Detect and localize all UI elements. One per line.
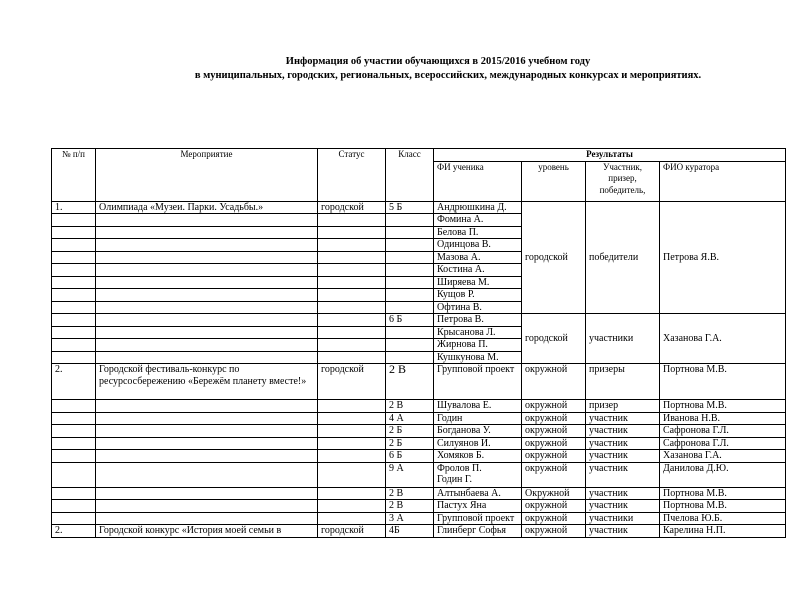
header-results: Результаты	[434, 149, 786, 162]
header-student: ФИ ученика	[434, 161, 522, 201]
student-name: Ширяева М.	[434, 276, 522, 289]
table-row	[52, 462, 786, 487]
student-name: Жирнова П.	[434, 339, 522, 352]
curator-cell: Хазанова Г.А.	[660, 314, 786, 364]
result-cell: участник	[586, 425, 660, 438]
curator-cell: Сафронова Г.Л.	[660, 425, 786, 438]
student-name: Глинберг Софья	[434, 525, 522, 538]
student-name: Петрова В.	[434, 314, 522, 327]
result-cell: участник	[586, 500, 660, 513]
student-name: Костина А.	[434, 264, 522, 277]
event-class: 5 Б	[386, 201, 434, 214]
header-class: Класс	[386, 149, 434, 202]
student-name: Фролов П.	[437, 462, 482, 474]
curator-cell: Портнова М.В.	[660, 487, 786, 500]
event-title: Городской конкурс «История моей семьи в	[96, 525, 318, 538]
student-name: Шувалова Е.	[434, 400, 522, 413]
curator-cell: Иванова Н.В.	[660, 412, 786, 425]
student-name: Алтынбаева А.	[434, 487, 522, 500]
curator-cell: Портнова М.В.	[660, 500, 786, 513]
student-name: Годин	[434, 412, 522, 425]
student-name: Групповой проект	[434, 512, 522, 525]
level-cell: городской	[522, 201, 586, 314]
result-cell: призер	[586, 400, 660, 413]
header-participant: Участник, призер, победитель,	[586, 161, 660, 201]
student-name: Фомина А.	[434, 214, 522, 227]
level-cell: окружной	[522, 450, 586, 463]
curator-cell: Данилова Д.Ю.	[660, 462, 786, 487]
event-class: 4 А	[386, 412, 434, 425]
student-name: Групповой проект	[434, 364, 522, 400]
level-cell: окружной	[522, 512, 586, 525]
student-name	[434, 462, 522, 487]
participation-table	[51, 148, 786, 538]
header-curator: ФИО куратора	[660, 161, 786, 201]
curator-cell: Портнова М.В.	[660, 400, 786, 413]
student-name: Кушкунова М.	[434, 351, 522, 364]
event-class: 2 Б	[386, 437, 434, 450]
event-status: городской	[318, 201, 386, 214]
result-cell: участник	[586, 487, 660, 500]
student-name: Богданова У.	[434, 425, 522, 438]
table-row	[52, 425, 786, 438]
student-name: Андрюшкина Д.	[434, 201, 522, 214]
table-row	[52, 412, 786, 425]
student-name: Силуянов И.	[434, 437, 522, 450]
curator-cell: Портнова М.В.	[660, 364, 786, 400]
table-row	[52, 487, 786, 500]
page-title-line2: в муниципальных, городских, региональных, всероссийских, международных конкурсах и мероприятиях.	[194, 70, 702, 81]
event-title: Городской фестиваль-конкурс по ресурсосбережению «Бережём планету вместе!»	[96, 364, 318, 400]
student-name: Годин Г.	[437, 474, 473, 485]
event-class: 2 В	[386, 500, 434, 513]
event-class: 2 В	[386, 487, 434, 500]
event-class: 6 Б	[386, 314, 434, 327]
student-name: Пастух Яна	[434, 500, 522, 513]
table-row	[52, 500, 786, 513]
result-cell: победители	[586, 201, 660, 314]
table-row	[52, 314, 786, 327]
result-cell: участник	[586, 462, 660, 487]
page-title-line1: Информация об участии обучающихся в 2015/2016 учебном году	[285, 56, 591, 67]
table-row	[52, 201, 786, 214]
event-num: 2.	[52, 364, 96, 400]
event-class: 3 А	[386, 512, 434, 525]
event-class: 6 Б	[386, 450, 434, 463]
event-num: 2.	[52, 525, 96, 538]
table-row	[52, 364, 786, 400]
event-class: 2 В	[386, 364, 434, 400]
level-cell: окружной	[522, 462, 586, 487]
event-class: 2 В	[386, 400, 434, 413]
table-row	[52, 400, 786, 413]
student-name: Крысанова Л.	[434, 326, 522, 339]
result-cell: участник	[586, 525, 660, 538]
level-cell: окружной	[522, 525, 586, 538]
level-cell: окружной	[522, 425, 586, 438]
level-cell: окружной	[522, 500, 586, 513]
event-class: 9 А	[386, 462, 434, 487]
student-name: Кущов Р.	[434, 289, 522, 302]
table-row	[52, 437, 786, 450]
event-status: городской	[318, 364, 386, 400]
student-name: Белова П.	[434, 226, 522, 239]
event-class: 2 Б	[386, 425, 434, 438]
curator-cell: Сафронова Г.Л.	[660, 437, 786, 450]
table-row	[52, 525, 786, 538]
curator-cell: Хазанова Г.А.	[660, 450, 786, 463]
curator-cell: Петрова Я.В.	[660, 201, 786, 314]
result-cell: участник	[586, 437, 660, 450]
level-cell: Окружной	[522, 487, 586, 500]
curator-cell: Пчелова Ю.Б.	[660, 512, 786, 525]
result-cell: участники	[586, 512, 660, 525]
level-cell: окружной	[522, 412, 586, 425]
level-cell: окружной	[522, 400, 586, 413]
table-row	[52, 450, 786, 463]
curator-cell: Карелина Н.П.	[660, 525, 786, 538]
event-class: 4Б	[386, 525, 434, 538]
header-row	[52, 149, 786, 162]
result-cell: участники	[586, 314, 660, 364]
student-name: Мазова А.	[434, 251, 522, 264]
student-name: Хомяков Б.	[434, 450, 522, 463]
event-status: городской	[318, 525, 386, 538]
result-cell: участник	[586, 412, 660, 425]
result-cell: призеры	[586, 364, 660, 400]
student-name: Офтина В.	[434, 301, 522, 314]
header-status: Статус	[318, 149, 386, 202]
student-name: Одинцова В.	[434, 239, 522, 252]
header-level: уровень	[522, 161, 586, 201]
level-cell: окружной	[522, 364, 586, 400]
level-cell: городской	[522, 314, 586, 364]
event-num: 1.	[52, 201, 96, 214]
table-row	[52, 512, 786, 525]
header-num: № п/п	[52, 149, 96, 202]
event-title: Олимпиада «Музеи. Парки. Усадьбы.»	[96, 201, 318, 214]
level-cell: окружной	[522, 437, 586, 450]
result-cell: участник	[586, 450, 660, 463]
header-event: Мероприятие	[96, 149, 318, 202]
